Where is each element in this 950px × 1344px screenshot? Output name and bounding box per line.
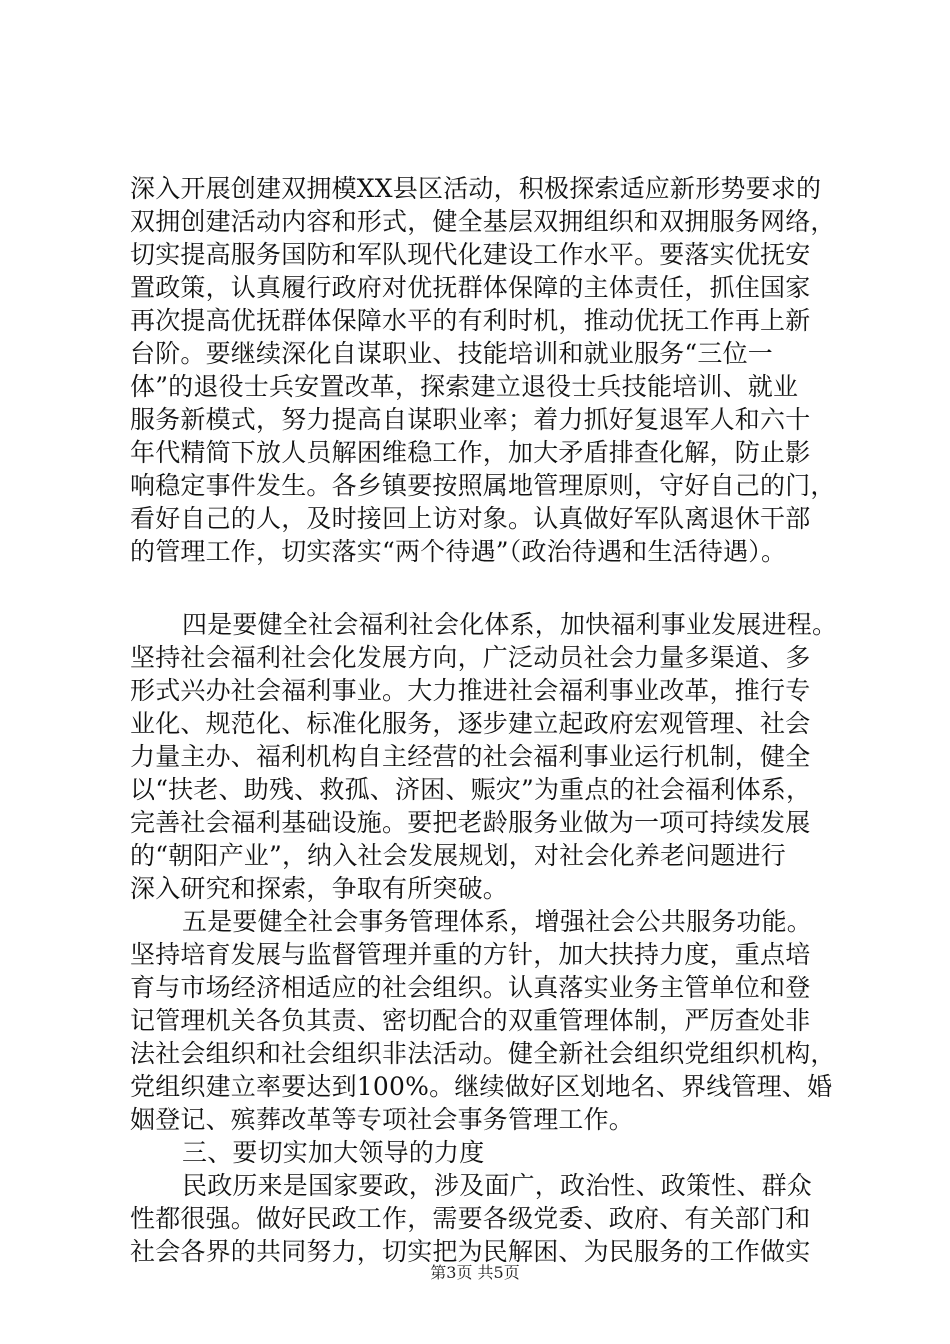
text-line: 四是要健全社会福利社会化体系，加快福利事业发展进程。 <box>182 610 838 639</box>
text-line: 姻登记、殡葬改革等专项社会事务管理工作。 <box>130 1105 635 1134</box>
text-line: 响稳定事件发生。各乡镇要按照属地管理原则，守好自己的门， <box>130 471 836 500</box>
text-line: 服务新模式，努力提高自谋职业率；着力抓好复退军人和六十 <box>130 405 811 434</box>
text-line: 看好自己的人，及时接回上访对象。认真做好军队离退休干部 <box>130 504 811 533</box>
text-line: 育与市场经济相适应的社会组织。认真落实业务主管单位和登 <box>130 973 811 1002</box>
text-line: 五是要健全社会事务管理体系，增强社会公共服务功能。 <box>182 907 813 936</box>
text-line: 形式兴办社会福利事业。大力推进社会福利事业改革，推行专 <box>130 676 811 705</box>
text-line: 民政历来是国家要政，涉及面广，政治性、政策性、群众 <box>182 1171 813 1200</box>
text-line: 记管理机关各负其责、密切配合的双重管理体制，严厉查处非 <box>130 1006 811 1035</box>
paragraph-five <box>130 905 836 1136</box>
text-line: 年代精简下放人员解困维稳工作，加大矛盾排查化解，防止影 <box>130 438 811 467</box>
paragraph-four <box>130 608 838 905</box>
document-body <box>130 172 838 1268</box>
text-line: 再次提高优抚群体保障水平的有利时机，推动优抚工作再上新 <box>130 306 811 335</box>
text-line: 台阶。要继续深化自谋职业、技能培训和就业服务“三位一 <box>130 339 773 368</box>
text-line: 社会各界的共同努力，切实把为民解困、为民服务的工作做实 <box>130 1237 811 1266</box>
section-heading: 三、要切实加大领导的力度 <box>182 1138 485 1167</box>
text-line: 双拥创建活动内容和形式，健全基层双拥组织和双拥服务网络， <box>130 207 836 236</box>
text-line: 切实提高服务国防和军队现代化建设工作水平。要落实优抚安 <box>130 240 811 269</box>
text-line: 深入研究和探索，争取有所突破。 <box>130 874 509 903</box>
page-number-footer: 第3页 共5页 <box>430 1263 520 1282</box>
text-line: 置政策，认真履行政府对优抚群体保障的主体责任，抓住国家 <box>130 273 811 302</box>
paragraph-spacer <box>130 568 830 608</box>
text-line: 的“朝阳产业”，纳入社会发展规划，对社会化养老问题进行 <box>130 841 786 870</box>
text-line: 党组织建立率要达到100%。继续做好区划地名、界线管理、婚 <box>130 1072 833 1101</box>
text-line: 以“扶老、助残、救孤、济困、赈灾”为重点的社会福利体系， <box>130 775 812 804</box>
text-line: 坚持培育发展与监督管理并重的方针，加大扶持力度，重点培 <box>130 940 811 969</box>
text-line: 力量主办、福利机构自主经营的社会福利事业运行机制，健全 <box>130 742 811 771</box>
text-line: 性都很强。做好民政工作，需要各级党委、政府、有关部门和 <box>130 1204 811 1233</box>
text-line: 法社会组织和社会组织非法活动。健全新社会组织党组织机构， <box>130 1039 836 1068</box>
text-line: 坚持社会福利社会化发展方向，广泛动员社会力量多渠道、多 <box>130 643 811 672</box>
text-line: 的管理工作，切实落实“两个待遇”（政治待遇和生活待遇）。 <box>130 537 787 566</box>
text-line: 完善社会福利基础设施。要把老龄服务业做为一项可持续发展 <box>130 808 811 837</box>
paragraph-closing <box>130 1169 830 1268</box>
text-line: 体”的退役士兵安置改革，探索建立退役士兵技能培训、就业 <box>130 372 799 401</box>
text-line: 深入开展创建双拥模XX县区活动，积极探索适应新形势要求的 <box>130 174 822 203</box>
text-line: 业化、规范化、标准化服务，逐步建立起政府宏观管理、社会 <box>130 709 811 738</box>
paragraph-continuation <box>130 172 836 568</box>
